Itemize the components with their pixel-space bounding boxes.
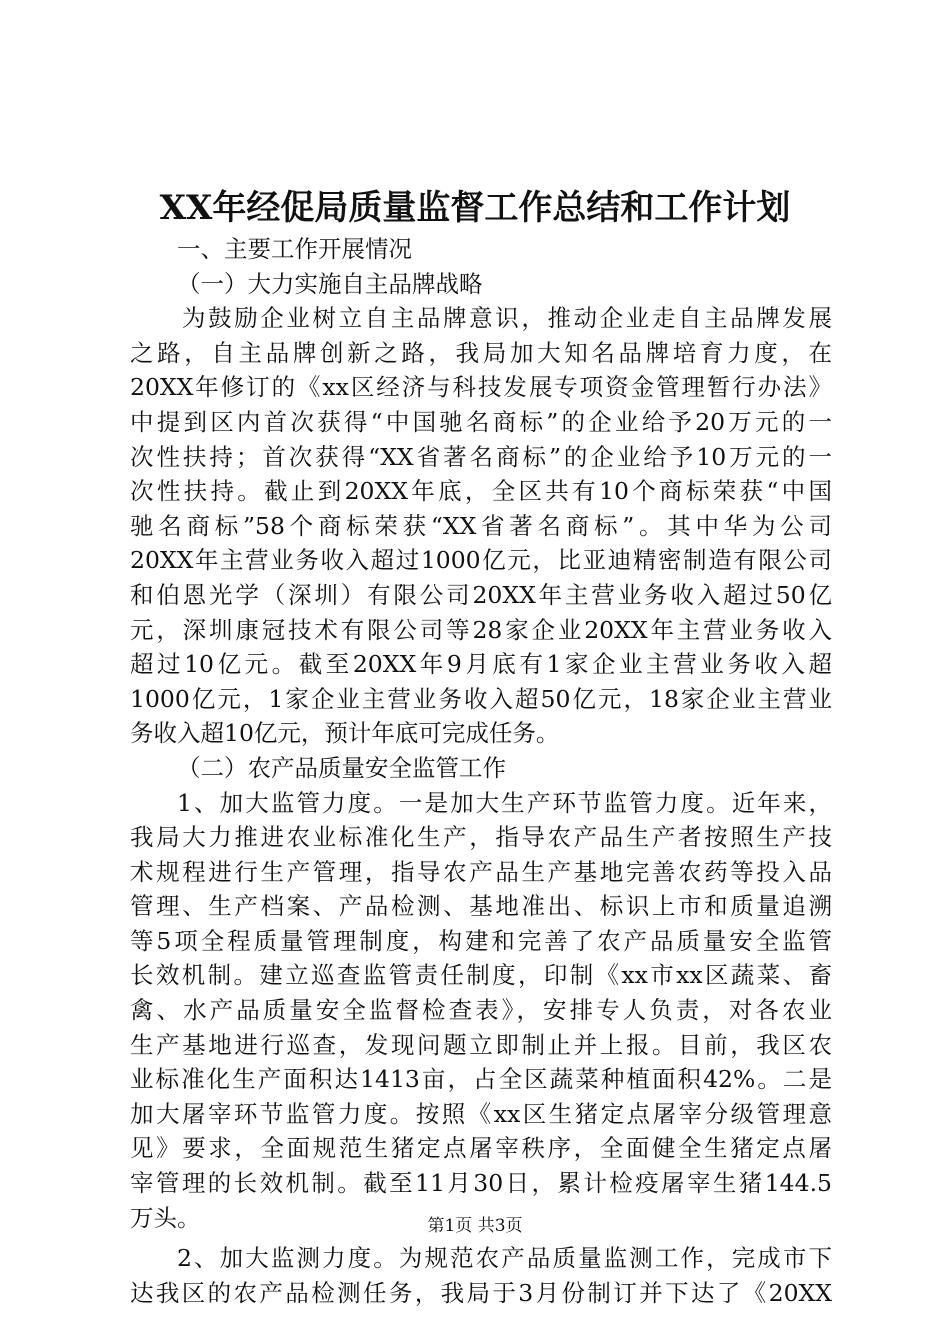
paragraph-line: 加大屠宰环节监管力度。按照《xx区生猪定点屠宰分级管理意: [130, 1099, 832, 1128]
paragraph-line: 达我区的农产品检测任务，我局于3月份制订并下达了《20XX: [130, 1278, 832, 1307]
paragraph-line: 1、加大监管力度。一是加大生产环节监管力度。近年来，: [177, 788, 832, 817]
paragraph-line: 务收入超10亿元，预计年底可完成任务。: [130, 719, 560, 748]
paragraph-line: 超过10亿元。截至20XX年9月底有1家企业主营业务收入超: [130, 650, 832, 679]
paragraph-line: 长效机制。建立巡查监管责任制度，印制《xx市xx区蔬菜、畜: [130, 961, 832, 990]
paragraph-line: 之路，自主品牌创新之路，我局加大知名品牌培育力度，在: [130, 338, 832, 367]
paragraph-line: 见》要求，全面规范生猪定点屠宰秩序，全面健全生猪定点屠: [130, 1134, 832, 1163]
paragraph-line: 元，深圳康冠技术有限公司等28家企业20XX年主营业务收入: [130, 615, 832, 644]
page-number-footer: 第1页 共3页: [427, 1216, 523, 1236]
paragraph-line: 宰管理的长效机制。截至11月30日，累计检疫屠宰生猪144.5: [130, 1169, 832, 1198]
paragraph-line: 驰名商标”58个商标荣获“XX省著名商标”。其中华为公司: [130, 511, 832, 540]
paragraph-line: 为鼓励企业树立自主品牌意识，推动企业走自主品牌发展: [182, 304, 832, 333]
paragraph-line: 次性扶持；首次获得“XX省著名商标”的企业给予10万元的一: [130, 442, 832, 471]
paragraph-line: 1000亿元，1家企业主营业务收入超50亿元，18家企业主营业: [130, 684, 832, 713]
document-body: [130, 232, 832, 1310]
paragraph-line: 术规程进行生产管理，指导农产品生产基地完善农药等投入品: [130, 857, 832, 886]
paragraph-line: 中提到区内首次获得“中国驰名商标”的企业给予20万元的一: [130, 407, 832, 436]
heading-agri-quality: （二）农产品质量安全监管工作: [177, 753, 506, 782]
paragraph-line: 等5项全程质量管理制度，构建和完善了农产品质量安全监管: [130, 926, 832, 955]
paragraph-line: 生产基地进行巡查，发现问题立即制止并上报。目前，我区农: [130, 1030, 832, 1059]
paragraph-line: 万头。: [130, 1203, 201, 1232]
paragraph-line: 2、加大监测力度。为规范农产品质量监测工作，完成市下: [177, 1244, 832, 1273]
paragraph-line: 20XX年主营业务收入超过1000亿元，比亚迪精密制造有限公司: [130, 546, 832, 575]
document-title: XX年经促局质量监督工作总结和工作计划: [159, 188, 791, 228]
paragraph-line: 禽、水产品质量安全监督检查表》，安排专人负责，对各农业: [130, 996, 832, 1025]
heading-brand-strategy: （一）大力实施自主品牌战略: [177, 269, 483, 298]
paragraph-line: 次性扶持。截止到20XX年底，全区共有10个商标荣获“中国: [130, 477, 832, 506]
paragraph-line: 20XX年修订的《xx区经济与科技发展专项资金管理暂行办法》: [130, 373, 832, 402]
paragraph-line: 管理、生产档案、产品检测、基地准出、标识上市和质量追溯: [130, 892, 832, 921]
paragraph-line: 和伯恩光学（深圳）有限公司20XX年主营业务收入超过50亿: [130, 580, 832, 609]
paragraph-line: 业标准化生产面积达1413亩，占全区蔬菜种植面积42%。二是: [130, 1065, 832, 1094]
heading-main-work: 一、主要工作开展情况: [177, 235, 412, 263]
paragraph-line: 我局大力推进农业标准化生产，指导农产品生产者按照生产技: [130, 823, 832, 852]
